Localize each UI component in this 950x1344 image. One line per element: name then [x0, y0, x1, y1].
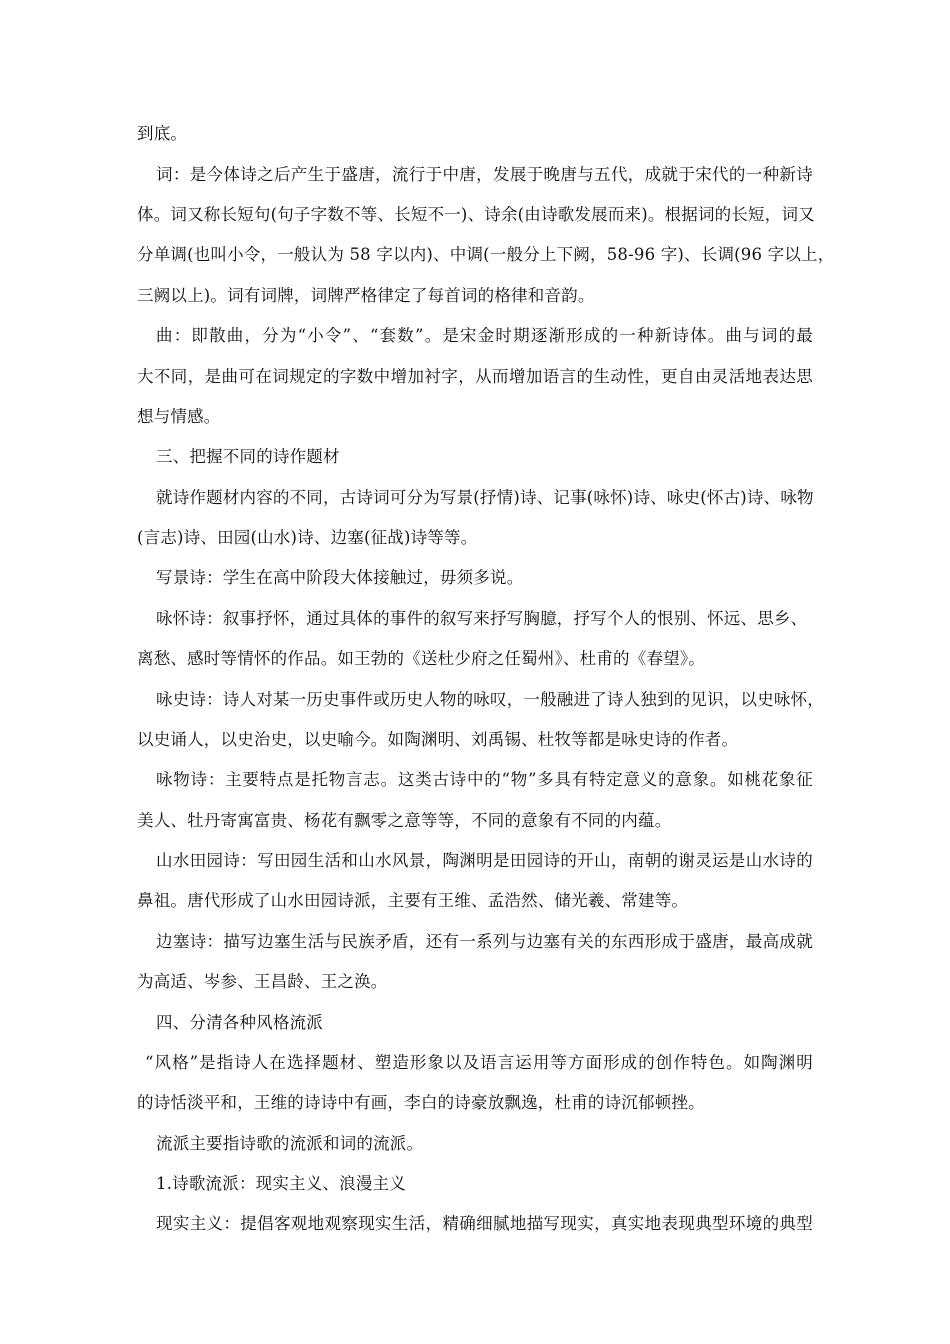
text-line: 的诗恬淡平和，王维的诗诗中有画，李白的诗豪放飘逸，杜甫的诗沉郁顿挫。	[137, 1093, 705, 1112]
section-heading: 四、分清各种风格流派	[156, 1013, 323, 1032]
text-line: 大不同，是曲可在词规定的字数中增加衬字，从而增加语言的生动性，更自由灵活地表达思	[137, 367, 813, 386]
section-heading: 三、把握不同的诗作题材	[156, 447, 340, 466]
text-line: 山水田园诗：写田园生活和山水风景，陶渊明是田园诗的开山，南朝的谢灵运是山水诗的	[156, 851, 813, 870]
text-line: 到底。	[137, 124, 188, 143]
text-line: 为高适、岑参、王昌龄、王之涣。	[137, 972, 388, 991]
text-line: 三阙以上)。词有词牌，词牌严格律定了每首词的格律和音韵。	[137, 286, 595, 305]
text-line: 词：是今体诗之后产生于盛唐，流行于中唐，发展于晚唐与五代，成就于宋代的一种新诗	[156, 165, 813, 184]
text-line: 就诗作题材内容的不同，古诗词可分为写景(抒情)诗、记事(咏怀)诗、咏史(怀古)诗、咏物	[156, 488, 814, 507]
text-line: “风格”是指诗人在选择题材、塑造形象以及语言运用等方面形成的创作特色。如陶渊明	[145, 1053, 813, 1072]
text-line: (言志)诗、田园(山水)诗、边塞(征战)诗等等。	[137, 528, 478, 547]
text-line: 美人、牡丹寄寓富贵、杨花有飘零之意等等，不同的意象有不同的内蕴。	[137, 811, 672, 830]
text-line: 分单调(也叫小令，一般认为 58 字以内)、中调(一般分上下阙，58-96 字)、长调(96 字以上，	[137, 245, 835, 264]
text-line: 咏怀诗：叙事抒怀，通过具体的事件的叙写来抒写胸臆，抒写个人的恨别、怀远、思乡、	[156, 609, 808, 628]
text-line: 曲：即散曲，分为“小令”、“套数”。是宋金时期逐渐形成的一种新诗体。曲与词的最	[156, 326, 813, 345]
text-line: 想与情感。	[137, 407, 221, 426]
text-line: 以史诵人，以史治史，以史喻今。如陶渊明、刘禹锡、杜牧等都是咏史诗的作者。	[137, 730, 739, 749]
text-line: 写景诗：学生在高中阶段大体接触过，毋须多说。	[156, 568, 524, 587]
text-line: 鼻祖。唐代形成了山水田园诗派，主要有王维、孟浩然、储光羲、常建等。	[137, 891, 689, 910]
text-line: 体。词又称长短句(句子字数不等、长短不一)、诗余(由诗歌发展而来)。根据词的长短，词又	[137, 205, 815, 224]
text-line: 边塞诗：描写边塞生活与民族矛盾，还有一系列与边塞有关的东西形成于盛唐，最高成就	[156, 932, 813, 951]
text-line: 1.诗歌流派：现实主义、浪漫主义	[156, 1174, 406, 1193]
text-line: 离愁、感时等情怀的作品。如王勃的《送杜少府之任蜀州》、杜甫的《春望》。	[137, 649, 705, 668]
text-line: 现实主义：提倡客观地观察现实生活，精确细腻地描写现实，真实地表现典型环境的典型	[156, 1214, 813, 1233]
text-line: 流派主要指诗歌的流派和词的流派。	[156, 1134, 424, 1153]
text-line: 咏史诗：诗人对某一历史事件或历史人物的咏叹，一般融进了诗人独到的见识，以史咏怀，	[156, 690, 824, 709]
text-line: 咏物诗：主要特点是托物言志。这类古诗中的“物”多具有特定意义的意象。如桃花象征	[156, 770, 813, 789]
